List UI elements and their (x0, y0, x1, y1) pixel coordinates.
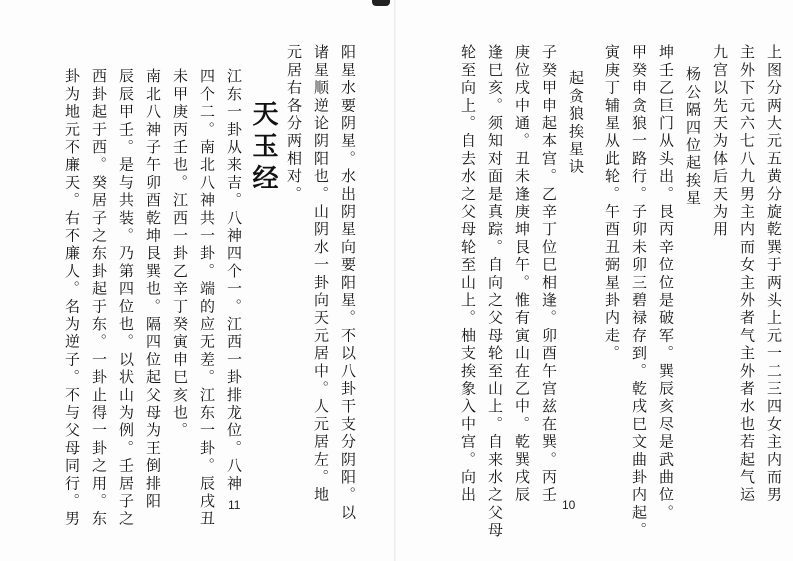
text-column: 九宫以先天为体后天为用 (711, 44, 729, 239)
section-heading: 起贪狼挨星诀 (567, 70, 585, 177)
text-column: 甲癸申贪狼一路行。子卯未卯三碧禄存到。乾戌巳文曲卦内起。 (630, 44, 648, 540)
page-number: 11 (228, 498, 241, 512)
text-column: 元居右各分两相对。 (285, 44, 303, 204)
left-page (0, 0, 394, 561)
text-column: 南北八神子午卯酉乾坤艮巽也。隔四位起父母为王倒排阳 (144, 68, 162, 511)
text-column: 未甲庚丙壬也。江西一卦乙辛丁癸寅申巳亥也。 (171, 68, 189, 440)
text-column: 诸星顺逆论阴阳也。山阴水一卦向天元居中。人元居左。地 (312, 44, 330, 505)
text-column: 坤壬乙巨门从头出。艮丙辛位位是破军。巽辰亥尽是武曲位。 (657, 44, 675, 522)
text-column: 逢巳亥。须知对面是真踪。自向之父母轮至山上。自来水之父母 (486, 44, 504, 540)
text-column: 庚位戌中通。丑未逢庚坤艮午。惟有寅山在乙中。乾巽戌辰 (513, 44, 531, 505)
text-column: 阳星水要阴星。水出阴星向要阳星。不以八卦干支分阴阳。以 (339, 44, 357, 522)
scripture-title: 天玉经 (248, 100, 278, 196)
page-number: 10 (562, 498, 576, 512)
text-column: 上图分两大元五黄分旋乾巽于两头上元一二三四女主内而男 (765, 44, 783, 505)
text-column: 江东一卦从来吉。八神四个一。江西一卦排龙位。八神 (225, 68, 243, 493)
text-column: 四个二。南北八神共一卦。端的应无差。江东一卦。辰戌丑 (198, 68, 216, 529)
right-page (396, 0, 793, 561)
text-column: 主外下元六七八九男主内而女主外者气主外者水也若起气运 (738, 44, 756, 505)
text-column: 子癸甲申起本宫。乙辛丁位巳相逢。卯酉午宫兹在巽。丙壬 (540, 44, 558, 505)
section-heading: 杨公隔四位起挨星 (684, 66, 702, 208)
text-column: 寅庚丁辅星从此轮。午酉丑弼星卦内走。 (603, 44, 621, 363)
text-column: 辰辰甲壬。是与共装。乃第四位也。以状山为例。壬居子之 (117, 68, 135, 529)
text-column: 卦为地元不廉天。右不廉人。名为逆子。不与父母同行。男 (63, 68, 81, 529)
text-column: 轮至向上。自去水之父母轮至山上。柚支挨象入中宫。向出 (459, 44, 477, 505)
text-column: 西卦起于西。癸居子之东卦起于东。一卦止得一卦之用。东 (90, 68, 108, 529)
